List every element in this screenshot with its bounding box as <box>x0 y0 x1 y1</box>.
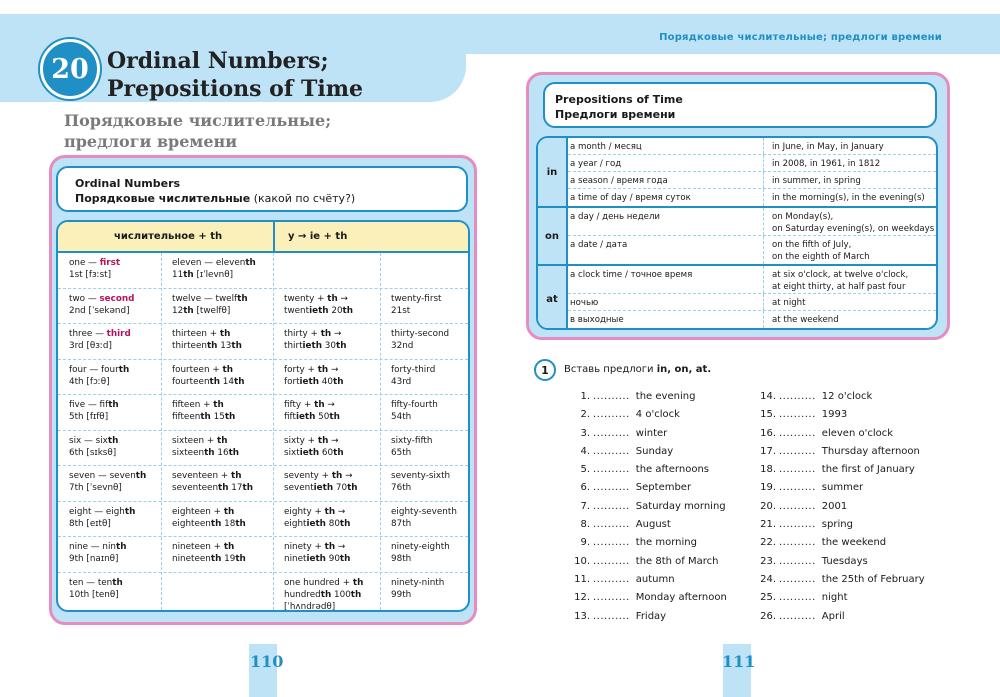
example-cell: on Monday(s), on Saturday evening(s), on weekdays <box>772 212 935 234</box>
page-number-left: 110 <box>250 652 284 671</box>
teens-cell: fourteen + th fourteenth 14th <box>172 364 245 387</box>
cardinal-ordinal-cell: six — sixth 6th [sɪksθ] <box>69 435 119 458</box>
example-cell: at the weekend <box>772 315 839 325</box>
header-band-notch <box>466 54 496 102</box>
tens-cell: thirty + th → thirtieth 30th <box>284 329 347 351</box>
list-item: 3. .......... winter <box>580 427 668 439</box>
example-cell: on the fifth of July, on the eighth of March <box>772 240 870 262</box>
usage-cell: в выходные <box>570 315 624 325</box>
cardinal-ordinal-cell: one — first 1st [fɜːst] <box>69 258 121 280</box>
table-row <box>58 395 468 431</box>
compound-cell: eighty-seventh 87th <box>391 506 457 529</box>
teens-cell: thirteen + th thirteenth 13th <box>172 329 242 351</box>
list-item: 9. .......... the morning <box>580 537 697 549</box>
tens-cell: sixty + th → sixtieth 60th <box>284 435 344 458</box>
tens-cell: fifty + th → fiftieth 50th <box>284 400 340 422</box>
teens-cell: nineteen + th nineteenth 19th <box>172 542 246 564</box>
table-row <box>568 311 936 328</box>
cardinal-ordinal-cell: four — fourth 4th [fɔːθ] <box>69 364 130 387</box>
title-line-1: Ordinal Numbers; <box>107 48 329 74</box>
teens-cell: sixteen + th sixteenth 16th <box>172 435 240 458</box>
table-row <box>58 289 468 325</box>
list-item: 16. .......... eleven o'clock <box>760 427 894 439</box>
list-item: 24. .......... the 25th of February <box>760 573 925 585</box>
cardinal-ordinal-cell: three — third 3rd [θɜːd] <box>69 329 131 351</box>
tens-cell: eighty + th → eightieth 80th <box>284 506 351 529</box>
subtitle-line-2: предлоги времени <box>64 132 238 151</box>
cardinal-ordinal-cell: five — fifth 5th [fɪfθ] <box>69 400 119 422</box>
list-item: 18. .......... the first of January <box>760 464 915 476</box>
list-item: 17. .......... Thursday afternoon <box>760 445 920 457</box>
exercise-instruction <box>564 364 711 375</box>
teens-cell: fifteen + th fifteenth 15th <box>172 400 236 422</box>
list-item: 25. .......... night <box>760 592 848 604</box>
example-cell: at night <box>772 298 806 308</box>
compound-cell: ninety-ninth 99th <box>391 577 445 600</box>
compound-cell: seventy-sixth 76th <box>391 471 451 493</box>
table-row <box>568 294 936 311</box>
usage-cell: a season / время года <box>570 176 668 186</box>
ordinal-table <box>56 220 470 612</box>
table-row <box>58 537 468 573</box>
ordinal-rows <box>58 253 468 612</box>
list-item: 21. .......... spring <box>760 519 853 531</box>
table-row <box>58 253 468 289</box>
tens-cell: ninety + th → ninetieth 90th <box>284 542 351 564</box>
exercise-number-badge: 1 <box>534 359 556 381</box>
list-item: 5. .......... the afternoons <box>580 464 709 476</box>
cardinal-ordinal-cell: eight — eighth 8th [eɪtθ] <box>69 506 136 529</box>
table-row <box>568 155 936 172</box>
tens-cell: seventy + th → seventieth 70th <box>284 471 358 493</box>
ordinal-subtitle: Порядковые числительные <box>75 192 251 205</box>
exercise-instruction-text: Вставь предлоги <box>564 364 654 375</box>
table-row <box>568 138 936 155</box>
preposition-label-in: in <box>538 138 566 208</box>
table-row <box>58 466 468 502</box>
compound-cell: thirty-second 32nd <box>391 329 450 351</box>
list-item: 19. .......... summer <box>760 482 864 494</box>
prepositions-table <box>536 136 938 330</box>
cardinal-ordinal-cell: two — second 2nd [ˈsekənd] <box>69 293 135 316</box>
list-item: 23. .......... Tuesdays <box>760 555 868 567</box>
list-item: 20. .......... 2001 <box>760 500 848 512</box>
table-row <box>568 208 936 236</box>
title-line-2: Prepositions of Time <box>107 76 363 102</box>
teens-cell: twelve — twelfth 12th [twelfθ] <box>172 293 248 316</box>
tens-cell: forty + th → fortieth 40th <box>284 364 344 387</box>
ordinal-box-title <box>56 166 468 212</box>
ordinal-subtitle-note: (какой по счёту?) <box>253 192 356 205</box>
list-item: 14. .......... 12 o'clock <box>760 391 873 402</box>
list-item: 2. .......... 4 o'clock <box>580 409 680 421</box>
prepositions-box-title <box>543 82 937 128</box>
list-item: 6. .......... September <box>580 482 692 494</box>
list-item: 1. .......... the evening <box>580 391 696 402</box>
example-cell: in summer, in spring <box>772 176 861 186</box>
tens-cell: one hundred + th hundredth 100th [ˈhʌndrədθ] <box>284 577 364 612</box>
teens-cell: eighteen + th eighteenth 18th <box>172 506 246 529</box>
lesson-number-badge: 20 <box>40 39 100 99</box>
running-head: Порядковые числительные; предлоги времени <box>659 32 942 43</box>
table-row <box>58 360 468 396</box>
table-row <box>568 172 936 189</box>
compound-cell: ninety-eighth 98th <box>391 542 450 564</box>
prepositions-title: Prepositions of Time <box>555 93 683 106</box>
usage-cell: a time of day / время суток <box>570 193 691 203</box>
usage-cell: a clock time / точное время <box>570 270 693 280</box>
preposition-label-on: on <box>538 208 566 266</box>
list-item: 11. .......... autumn <box>574 573 675 585</box>
example-cell: in June, in May, in January <box>772 142 884 152</box>
col-head-number-th: числительное + th <box>114 231 223 242</box>
table-row <box>568 189 936 208</box>
page-number-right: 111 <box>722 652 756 671</box>
exercise-column-a <box>560 391 727 629</box>
cardinal-ordinal-cell: nine — ninth 9th [naɪnθ] <box>69 542 127 564</box>
list-item: 22. .......... the weekend <box>760 537 887 549</box>
list-item: 13. .......... Friday <box>574 610 667 622</box>
table-row <box>58 324 468 360</box>
ordinal-table-header <box>58 222 468 253</box>
list-item: 12. .......... Monday afternoon <box>574 592 727 604</box>
preposition-label-at: at <box>538 266 566 330</box>
example-cell: at six o'clock, at twelve o'clock, at eight thirty, at half past four <box>772 270 909 292</box>
list-item: 15. .......... 1993 <box>760 409 848 421</box>
table-row <box>58 431 468 467</box>
compound-cell: sixty-fifth 65th <box>391 435 433 458</box>
subtitle-line-1: Порядковые числительные; <box>64 111 332 130</box>
list-item: 8. .......... August <box>580 519 671 531</box>
table-row <box>58 502 468 538</box>
exercise-instruction-bold: in, on, at. <box>656 364 712 375</box>
table-row <box>568 236 936 266</box>
page-title <box>107 47 363 103</box>
col-head-y-ie-th: y → ie + th <box>288 231 348 242</box>
usage-cell: a year / год <box>570 159 622 169</box>
compound-cell: fifty-fourth 54th <box>391 400 438 422</box>
exercise-column-b <box>746 391 925 629</box>
example-cell: in 2008, in 1961, in 1812 <box>772 159 881 169</box>
compound-cell: twenty-first 21st <box>391 293 442 316</box>
usage-cell: a day / день недели <box>570 212 661 222</box>
compound-cell: forty-third 43rd <box>391 364 436 387</box>
teens-cell: eleven — eleventh 11th [ɪˈlevnθ] <box>172 258 256 280</box>
example-cell: in the morning(s), in the evening(s) <box>772 193 925 203</box>
table-row <box>58 573 468 613</box>
list-item: 7. .......... Saturday morning <box>580 500 726 512</box>
usage-cell: a month / месяц <box>570 142 642 152</box>
cardinal-ordinal-cell: seven — seventh 7th [ˈsevnθ] <box>69 471 147 493</box>
list-item: 26. .......... April <box>760 610 845 622</box>
usage-cell: ночью <box>570 298 599 308</box>
tens-cell: twenty + th → twentieth 20th <box>284 293 354 316</box>
usage-cell: a date / дата <box>570 240 628 250</box>
teens-cell: seventeen + th seventeenth 17th <box>172 471 253 493</box>
table-row <box>568 266 936 294</box>
ordinal-title: Ordinal Numbers <box>75 177 181 190</box>
page-subtitle <box>64 110 331 152</box>
list-item: 10. .......... the 8th of March <box>574 555 719 567</box>
prepositions-subtitle: Предлоги времени <box>555 108 676 121</box>
list-item: 4. .......... Sunday <box>580 445 674 457</box>
cardinal-ordinal-cell: ten — tenth 10th [tenθ] <box>69 577 123 600</box>
